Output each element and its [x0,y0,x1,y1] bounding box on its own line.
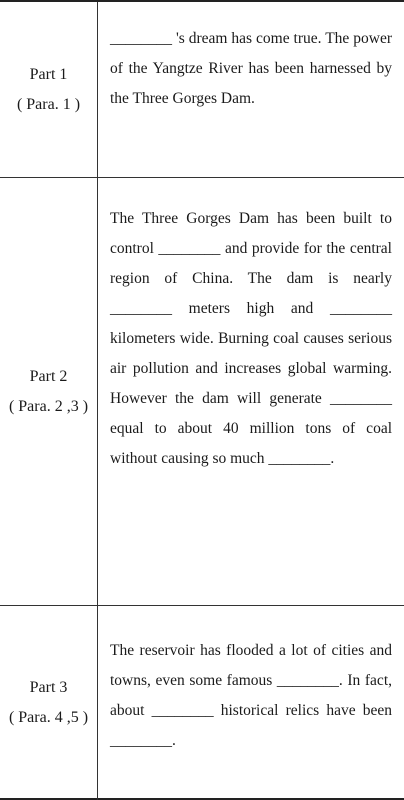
part-label-cell [0,178,97,605]
summary-text: The reservoir has flooded a lot of cities and towns, even some famous ________. In fact, about ________ historical relics have been ________. [110,642,392,749]
paragraph-range: ( Para. 4 ,5 ) [8,709,89,726]
summary-text: ________ 's dream has come true. The power of the Yangtze River has been harnessed by the Three Gorges Dam. [110,30,392,107]
table-row-part-3 [0,606,404,800]
column-divider [97,178,98,605]
part-title: Part 2 [29,367,68,385]
part-title: Part 3 [29,679,68,696]
paragraph-range: ( Para. 1 ) [16,95,81,113]
table-row-part-1 [0,2,404,178]
column-divider [97,2,98,177]
part-title: Part 1 [29,65,68,83]
part-label-cell [0,2,97,177]
column-divider [97,606,98,800]
summary-text: The Three Gorges Dam has been built to control ________ and provide for the central region of China. The dam is nearly ________ meters high and ________ kilometers wide. Burning coal causes serious air pollution and increases global warming. However the dam will generate ________ equal to about 40 million tons of coal without causing so much ________. [110,210,392,467]
part-label-cell [0,606,97,800]
paragraph-range: ( Para. 2 ,3 ) [8,397,89,415]
table-row-part-2 [0,178,404,606]
